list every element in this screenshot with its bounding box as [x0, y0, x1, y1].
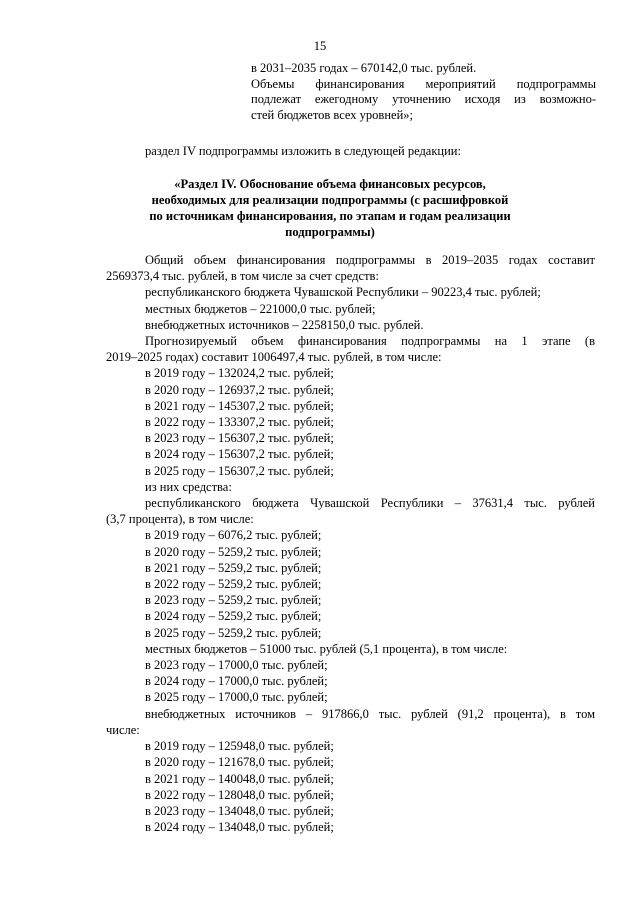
- body-line: внебюджетных источников – 917866,0 тыс. рублей (91,2 процента), в том: [145, 706, 595, 721]
- body-line: в 2025 году – 5259,2 тыс. рублей;: [145, 625, 322, 640]
- body-line: в 2023 году – 17000,0 тыс. рублей;: [145, 658, 328, 673]
- body-line: в 2023 году – 156307,2 тыс. рублей;: [145, 431, 334, 446]
- body-line: в 2024 году – 134048,0 тыс. рублей;: [145, 820, 334, 835]
- body-line: в 2019 году – 6076,2 тыс. рублей;: [145, 528, 322, 543]
- body-line: в 2022 году – 133307,2 тыс. рублей;: [145, 415, 334, 430]
- body-line: в 2025 году – 17000,0 тыс. рублей;: [145, 690, 328, 705]
- quote-line: в 2031–2035 годах – 670142,0 тыс. рублей.: [251, 61, 477, 75]
- body-line: в 2019 году – 132024,2 тыс. рублей;: [145, 366, 334, 381]
- body-line: в 2021 году – 140048,0 тыс. рублей;: [145, 771, 334, 786]
- intro-paragraph: раздел IV подпрограммы изложить в следующей редакции:: [145, 144, 461, 158]
- page-number: 15: [313, 39, 327, 53]
- body-line: в 2023 году – 134048,0 тыс. рублей;: [145, 803, 334, 818]
- quote-block: [251, 61, 596, 123]
- quote-line: Объемы финансирования мероприятий подпрограммы: [251, 76, 596, 91]
- body-line: местных бюджетов – 221000,0 тыс. рублей;: [145, 301, 376, 316]
- heading-line: необходимых для реализации подпрограммы (с расшифровкой: [151, 193, 509, 207]
- body-line: республиканского бюджета Чувашской Республики – 37631,4 тыс. рублей: [145, 496, 595, 511]
- quote-line: подлежат ежегодному уточнению исходя из возможно-: [251, 92, 596, 106]
- body-line: в 2020 году – 126937,2 тыс. рублей;: [145, 382, 334, 397]
- body-line: в 2024 году – 17000,0 тыс. рублей;: [145, 674, 328, 689]
- body-line: внебюджетных источников – 2258150,0 тыс. рублей.: [145, 317, 424, 332]
- body-line: 2569373,4 тыс. рублей, в том числе за счет средств:: [106, 269, 379, 284]
- heading-line: по источникам финансирования, по этапам и годам реализации: [149, 209, 511, 223]
- quote-line: стей бюджетов всех уровней»;: [251, 107, 413, 122]
- body-line: в 2022 году – 128048,0 тыс. рублей;: [145, 787, 334, 802]
- section-heading: [100, 176, 560, 240]
- body-line: Прогнозируемый объем финансирования подпрограммы на 1 этапе (в: [145, 334, 595, 349]
- body-line: в 2024 году – 5259,2 тыс. рублей;: [145, 609, 322, 624]
- body-line: в 2024 году – 156307,2 тыс. рублей;: [145, 447, 334, 462]
- body-line: числе:: [106, 722, 140, 737]
- body-line: Общий объем финансирования подпрограммы в 2019–2035 годах составит: [145, 253, 595, 267]
- body-line: в 2023 году – 5259,2 тыс. рублей;: [145, 593, 322, 608]
- body-line: в 2025 году – 156307,2 тыс. рублей;: [145, 463, 334, 478]
- body-text: [106, 252, 595, 835]
- body-line: местных бюджетов – 51000 тыс. рублей (5,1 процента), в том числе:: [145, 641, 508, 656]
- body-line: в 2019 году – 125948,0 тыс. рублей;: [145, 739, 334, 754]
- body-line: в 2021 году – 145307,2 тыс. рублей;: [145, 398, 334, 413]
- heading-line: подпрограммы): [285, 225, 375, 239]
- body-line: 2019–2025 годах) составит 1006497,4 тыс. рублей, в том числе:: [106, 350, 442, 365]
- body-line: в 2022 году – 5259,2 тыс. рублей;: [145, 577, 322, 592]
- body-line: в 2020 году – 121678,0 тыс. рублей;: [145, 755, 334, 770]
- body-line: в 2021 году – 5259,2 тыс. рублей;: [145, 560, 322, 575]
- body-line: республиканского бюджета Чувашской Республики – 90223,4 тыс. рублей;: [145, 285, 541, 300]
- body-line: из них средства:: [145, 479, 232, 494]
- body-line: в 2020 году – 5259,2 тыс. рублей;: [145, 544, 322, 559]
- body-line: (3,7 процента), в том числе:: [106, 512, 254, 527]
- heading-line: «Раздел IV. Обоснование объема финансовых ресурсов,: [174, 177, 486, 191]
